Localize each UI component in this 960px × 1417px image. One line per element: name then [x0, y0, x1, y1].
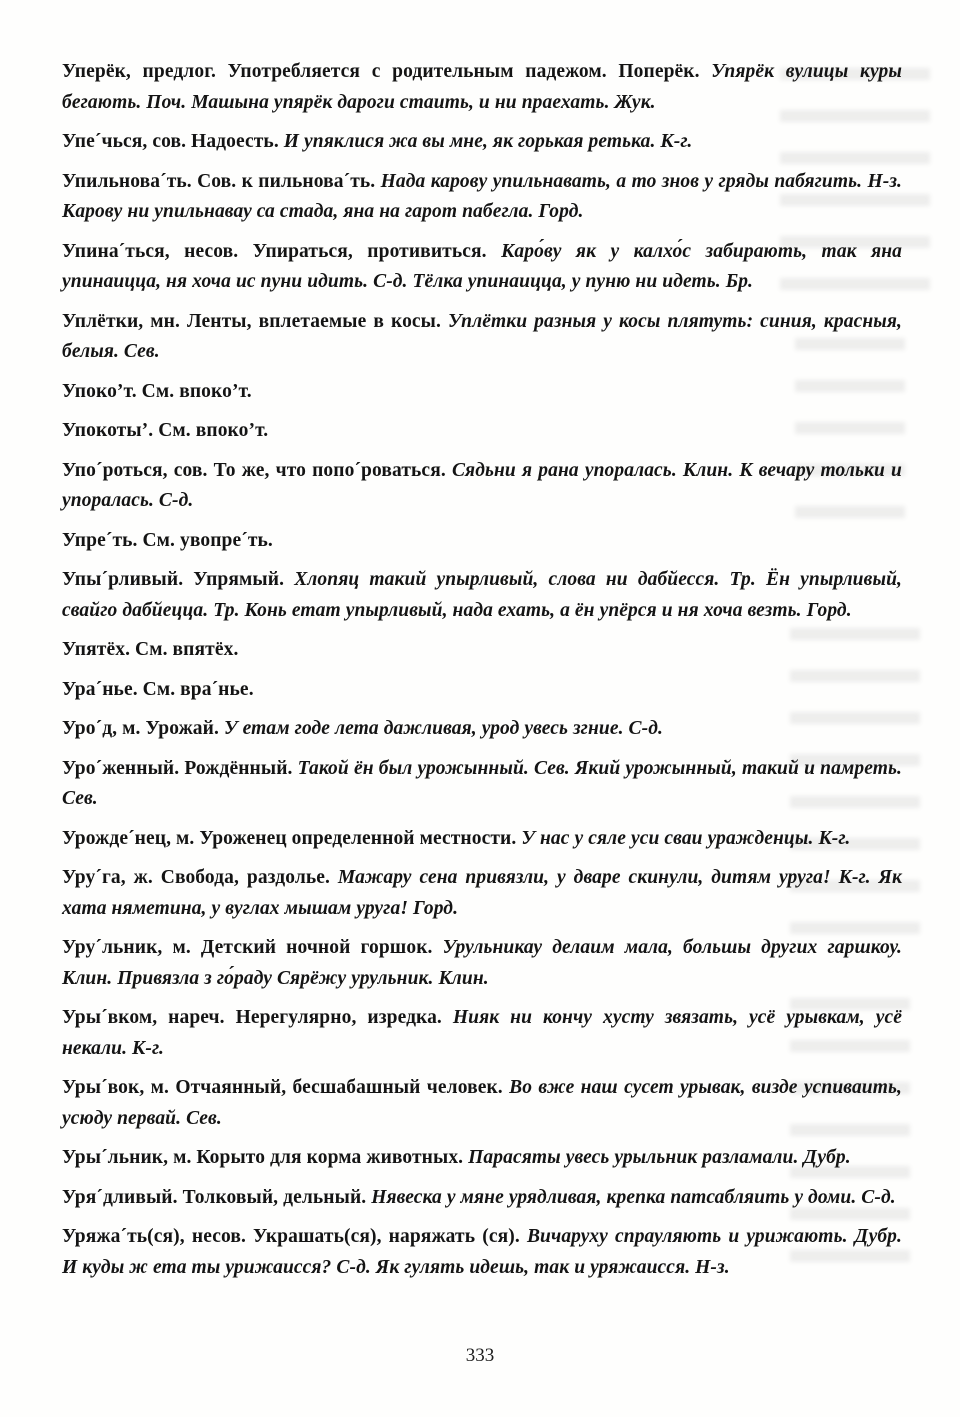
- dictionary-entry: [62, 127, 902, 158]
- dictionary-entry: [62, 1073, 902, 1134]
- entry-example: Нада карову упильнавать, а то знов у гряды пабягить. Н-з. Карову ни упильнавау са стада, яна на гарот пабегла. Горд.: [62, 170, 902, 222]
- dictionary-entry: [62, 237, 902, 298]
- entry-example: Каро́ву як у калхо́с забирають, так яна упинаицца, ня хоча ис пуни идить. С-д. Тёлка упинаицца, у пуню ни идеть. Бр.: [62, 240, 902, 292]
- dictionary-entry: [62, 675, 902, 706]
- entry-example: Нявеска у мяне урядливая, крепка патсабляить у доми. С-д.: [371, 1186, 896, 1208]
- dictionary-entry: [62, 565, 902, 626]
- entry-headword: Уряжа´ть(ся), несов. Украшать(ся), наряжать (ся).: [62, 1226, 520, 1247]
- entry-headword: Упоко’т. См. впоко’т.: [62, 380, 252, 402]
- entry-headword: Упильнова´ть. Сов. к пильнова´ть.: [62, 170, 376, 192]
- entry-example: Урульникау делаим мала, большы других гаршкоу. Клин. Привязла з го́раду Сярёжу урульник. Клин.: [62, 937, 903, 989]
- entry-headword: Уплётки, мн. Ленты, вплетаемые в косы.: [62, 310, 441, 332]
- page-number: 333: [465, 1345, 495, 1366]
- entry-headword: Урожде´нец, м. Уроженец определенной местности.: [62, 827, 517, 849]
- entry-headword: Упы´рливый. Упрямый.: [62, 569, 285, 590]
- entry-headword: Уры´льник, м. Корыто для корма животных.: [62, 1147, 464, 1168]
- entry-headword: Уры´вок, м. Отчаянный, бесшабашный человек.: [62, 1077, 503, 1098]
- entry-headword: Ура´нье. См. вра´нье.: [62, 678, 254, 700]
- entry-example: Мажару сена привязли, у дваре скинули, дитям уруга! К-г. Як хата няметина, у вуглах мышам уруга! Горд.: [62, 867, 902, 919]
- dictionary-entry: [62, 416, 902, 447]
- dictionary-entry: [62, 526, 902, 557]
- entry-headword: Упятёх. См. впятёх.: [62, 639, 239, 660]
- dictionary-entry: [62, 1003, 902, 1064]
- entry-headword: Уро´д, м. Урожай.: [62, 718, 219, 739]
- entry-example: Сядьни я рана упоралась. Клин. К вечару тольки и упоралась. С-д.: [62, 459, 902, 511]
- dictionary-entry: [62, 1222, 902, 1283]
- entry-example: И упяклися жа вы мне, як горькая ретька. К-г.: [283, 131, 693, 152]
- entry-headword: Уро´женный. Рождённый.: [62, 757, 293, 779]
- dictionary-entry: [62, 57, 902, 118]
- entry-example: У нас у сяле уси сваи уражденцы. К-г.: [521, 827, 851, 849]
- dictionary-entry: [62, 824, 902, 855]
- entry-headword: Уры´вком, нареч. Нерегулярно, изредка.: [62, 1007, 442, 1028]
- dictionary-entry: [62, 635, 902, 666]
- dictionary-entry: [62, 456, 902, 517]
- entry-headword: Упе´чься, сов. Надоесть.: [62, 131, 279, 152]
- entry-headword: Уру´льник, м. Детский ночной горшок.: [62, 937, 433, 958]
- dictionary-entry: [62, 863, 902, 924]
- dictionary-entry: [62, 933, 902, 994]
- entry-headword: Упина´ться, несов. Упираться, противиться.: [62, 240, 487, 262]
- entry-example: Нияк ни кончу хусту звязать, усё урывкам, усё некали. К-г.: [62, 1007, 902, 1059]
- dictionary-entry: [62, 167, 902, 228]
- entry-example: Вичаруху спрауляють и урижають. Дубр. И куды ж ета ты урижаисся? С-д. Як гулять идешь, так и уряжаисся. Н-з.: [62, 1226, 902, 1278]
- entry-headword: Уру´га, ж. Свобода, раздолье.: [62, 867, 330, 888]
- entry-example: Хлопяц такий упырливый, слова ни дабйесся. Тр. Ён упырливый, свайго дабйецца. Тр. Конь етат упырливый, нада ехать, а ён упёрся и ня хоча везть. Горд.: [62, 569, 902, 621]
- dictionary-entry: [62, 307, 902, 368]
- entry-headword: Уря´дливый. Толковый, дельный.: [62, 1186, 367, 1208]
- entry-headword: Упо´роться, сов. То же, что попо´роваться.: [62, 459, 446, 481]
- dictionary-entry: [62, 754, 902, 815]
- dictionary-entry: [62, 714, 902, 745]
- entry-headword: Упокоты’. См. впоко’т.: [62, 420, 269, 441]
- entry-example: Уплётки разныя у косы плятуть: синия, красныя, белыя. Сев.: [62, 310, 903, 362]
- dictionary-entry: [62, 377, 902, 408]
- entry-example: Такой ён был урожынный. Сев. Який урожынный, такий и памреть. Сев.: [62, 757, 902, 809]
- entry-headword: Уперёк, предлог. Употребляется с родительным падежом. Поперёк.: [62, 61, 700, 82]
- entry-example: Во вже наш сусет урывак, визде успиваить, усюду первай. Сев.: [62, 1077, 903, 1129]
- dictionary-entry: [62, 1143, 902, 1174]
- entries-column: [62, 57, 902, 1292]
- entry-example: Парасяты увесь урыльник разламали. Дубр.: [468, 1147, 851, 1168]
- entry-example: У етам годе лета дажливая, урод увесь згние. С-д.: [223, 718, 663, 739]
- entry-example: Упярёк вулицы куры бегають. Поч. Машына упярёк дароги стаить, и ни праехать. Жук.: [62, 61, 902, 113]
- entry-headword: Упре´ть. См. увопре´ть.: [62, 529, 273, 551]
- dictionary-entry: [62, 1183, 902, 1214]
